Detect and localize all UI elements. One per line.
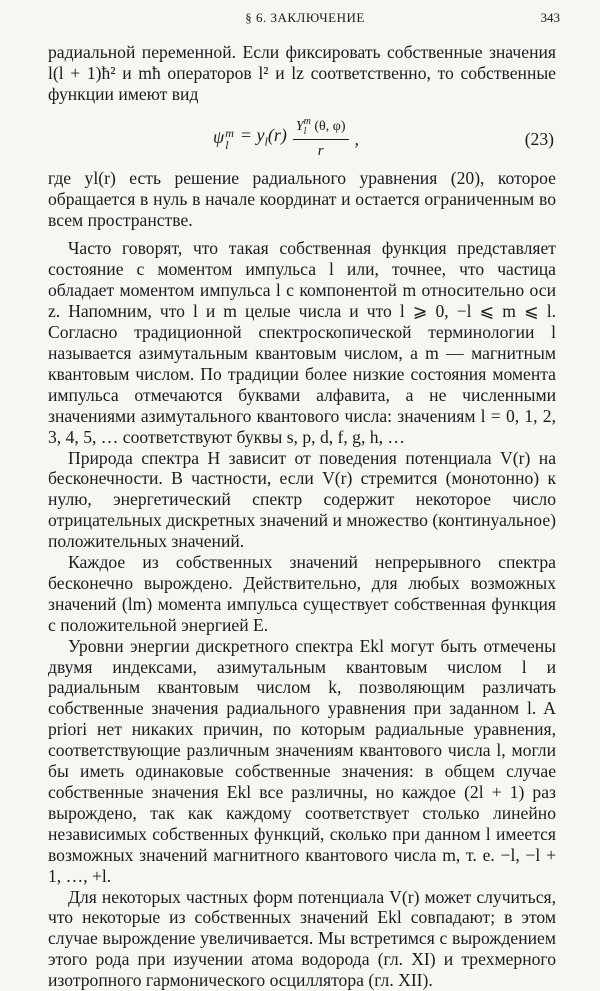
body-text bbox=[48, 42, 556, 991]
formula-lhs: ψ m l bbox=[213, 126, 234, 153]
paragraph-2: где yl(r) есть решение радиального уравнения (20), которое обращается в нуль в начале координат и остается ограниченным во всем пространстве. bbox=[48, 167, 556, 230]
page-number: 343 bbox=[540, 10, 560, 25]
paragraph-7: Для некоторых частных форм потенциала V(r) может случиться, что некоторые из собственных значений Ekl совпадают; в этом случае вырождение увеличивается. Мы встретимся с вырождением этого рода при изучении атома водорода (гл. XI) и трехмерного изотропного гармонического осциллятора (гл. XII). bbox=[48, 886, 556, 991]
formula-fraction: Y m l (θ, φ) r bbox=[293, 117, 349, 162]
formula-mid: = $y_l(r)$ bbox=[239, 125, 287, 150]
paragraph-1: радиальной переменной. Если фиксировать собственные значения l(l + 1)ħ² и mħ операторов l² и lz соответственно, то собственные функции имеют вид bbox=[48, 42, 556, 104]
formula: ψ m l = $y_l(r)$ Y m l (θ, φ) r , bbox=[213, 117, 359, 162]
paragraph-6: Уровни энергии дискретного спектра Ekl могут быть отмечены двумя индексами, азимутальным квантовым числом l и радиальным квантовым числом k, позволяющим различать собственные значения радиального уравнения при заданном l. A priori нет никаких причин, по которым радиальные уравнения, соответствующие различным значениям квантового числа l, могли бы иметь одинаковые собственные значения: в общем случае собственные значения Ekl все различны, но каждое (2l + 1) раз вырождено, так как каждому соответствует столько линейно независимых собственных функций, сколько при данном l имеется возможных значений магнитного квантового числа m, т. е. −l, −l + 1, …, +l. bbox=[48, 635, 556, 886]
page-header bbox=[50, 10, 560, 30]
running-head: § 6. ЗАКЛЮЧЕНИЕ bbox=[245, 10, 365, 25]
equation-23 bbox=[48, 109, 556, 165]
equation-number: (23) bbox=[524, 128, 554, 149]
paragraph-4: Природа спектра H зависит от поведения потенциала V(r) на бесконечности. В частности, если V(r) стремится (монотонно) к нулю, энергетический спектр содержит некоторое число отрицательных дискретных значений и множество (континуальное) положительных значений. bbox=[48, 447, 556, 552]
paragraph-3: Часто говорят, что такая собственная функция представляет состояние с моментом импульса l или, точнее, что частица обладает моментом импульса l с компонентой m относительно оси z. Напомним, что l и m целые числа и что l ⩾ 0, −l ⩽ m ⩽ l. Согласно традиционной спектроскопической терминологии l называется азимутальным квантовым числом, а m — магнитным квантовым числом. По традиции более низкие состояния момента импульса отмечаются буквами алфавита, а не численными значениями азимутального квантового числа: значениям l = 0, 1, 2, 3, 4, 5, … соответствуют буквы s, p, d, f, g, h, … bbox=[48, 238, 556, 447]
paragraph-5: Каждое из собственных значений непрерывного спектра бесконечно вырождено. Действительно, для любых возможных значений (lm) момента импульса существует собственная функция с положительной энергией E. bbox=[48, 552, 556, 635]
